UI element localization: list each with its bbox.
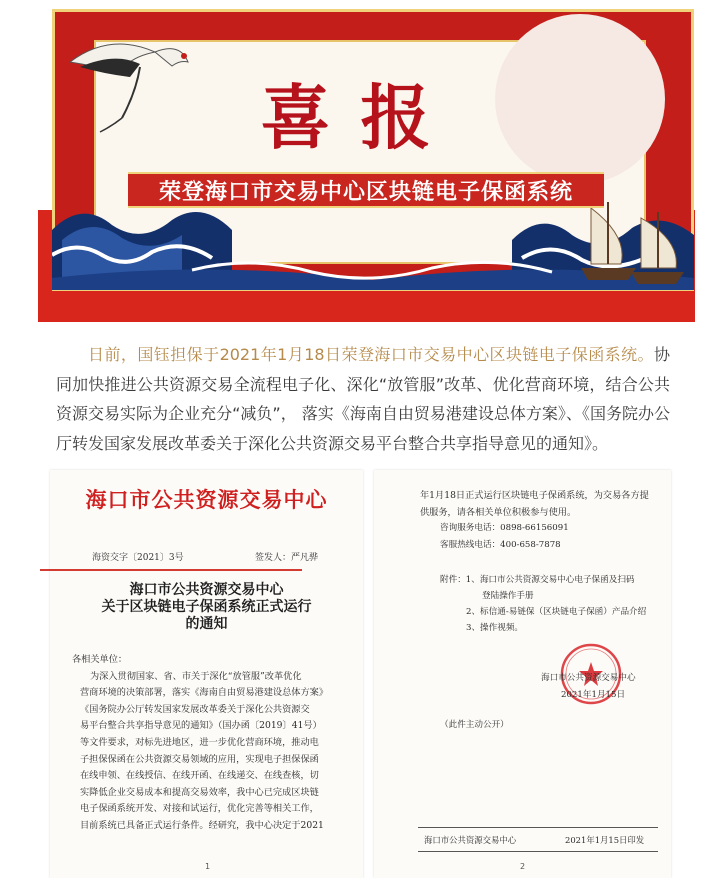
attachment-item: 3、操作视频。 — [466, 623, 524, 633]
document-body-line: 子担保保函在公共资源交易领域的应用，实现电子担保保函 — [80, 753, 319, 765]
document-body-line: 在线申领、在线授信、在线开函、在线递交、在线查核，切 — [80, 770, 319, 782]
signature-date: 2021年1月15日 — [561, 690, 626, 700]
document-body-line: 供服务，请各相关单位积极参与使用。 — [420, 506, 577, 518]
document-body-line: 实降低企业交易成本和提高交易效率，我中心已完成区块链 — [80, 786, 319, 798]
document-title-line: 海口市公共资源交易中心 — [129, 582, 284, 598]
document-attachments — [440, 572, 670, 636]
hotline-text: 咨询服务电话：0898-66156091 — [440, 523, 569, 533]
document-signer: 签发人：严凡骅 — [255, 553, 319, 563]
document-body — [72, 652, 330, 835]
footer-rule — [418, 827, 658, 828]
attachment-item: 2、标信通-易链保（区块链电子保函）产品介绍 — [466, 607, 647, 617]
document-number: 海资交字〔2021〕3号 — [92, 553, 184, 563]
attachment-item: 附件：1、海口市公共资源交易中心电子保函及扫码 — [440, 575, 635, 585]
document-body-line: 等文件要求，对标先进地区，进一步优化营商环境，推动电 — [80, 736, 319, 748]
document-red-rule — [40, 569, 302, 571]
banner-subtitle: 荣登海口市交易中心区块链电子保函系统 — [158, 179, 573, 205]
page-number: 1 — [205, 862, 211, 871]
page-number: 2 — [520, 862, 526, 871]
footer-rule — [418, 851, 658, 852]
footer-date: 2021年1月15日印发 — [565, 835, 645, 845]
intro-highlight: 日前，国钰担保于2021年1月18日荣登海口市交易中心区块链电子保函系统。 — [88, 345, 654, 364]
intro-text: 协同加快推进公共资源交易全流程电子化、深化“放管服”改革、优化营商环境，结合公共资源交易实际为企业充分“减负”， 落实《海南自由贸易港建设总体方案》、《国务院办公厅转发国家发展改革委关于深化公共资源交易平台整合共享指导意见的通知》。 — [56, 345, 670, 453]
document-body-line: 年1月18日正式运行区块链电子保函系统，为交易各方提 — [420, 490, 649, 501]
document-body-line: 易平台整合共享指导意见的通知》（国办函〔2019〕41号） — [80, 720, 322, 732]
banner-headline: 喜报 — [260, 76, 461, 159]
document-title-line: 关于区块链电子保函系统正式运行 — [101, 599, 312, 615]
document-body-line: 为深入贯彻国家、省、市关于深化“放管服”改革优化 — [90, 670, 302, 682]
support-text: 客服热线电话：400-658-7878 — [440, 540, 561, 550]
public-notice: （此件主动公开） — [440, 720, 509, 730]
document-signature — [541, 670, 636, 704]
document-continued-body — [420, 488, 660, 521]
document-body-line: 营商环境的决策部署，落实《海南自由贸易港建设总体方案》 — [80, 687, 329, 699]
document-org-header: 海口市公共资源交易中心 — [85, 487, 328, 512]
footer-org: 海口市公共资源交易中心 — [424, 835, 517, 845]
banner-subtitle-bar — [128, 172, 604, 208]
document-salutation: 各相关单位： — [72, 654, 128, 665]
attachment-item: 登陆操作手册 — [482, 591, 534, 601]
document-body-line: 电子保函系统开发、对接和试运行，优化完善等相关工作， — [80, 803, 319, 815]
document-title — [50, 582, 363, 633]
signature-org: 海口市公共资源交易中心 — [541, 673, 636, 683]
document-body-line: 《国务院办公厅转发国家发展改革委关于深化公共资源交 — [80, 703, 310, 715]
document-contacts — [440, 520, 569, 554]
document-body-line: 目前系统已具备正式运行条件。经研究，我中心决定于2021 — [80, 819, 324, 831]
document-title-line: 的通知 — [185, 616, 228, 632]
intro-paragraph — [56, 340, 670, 458]
